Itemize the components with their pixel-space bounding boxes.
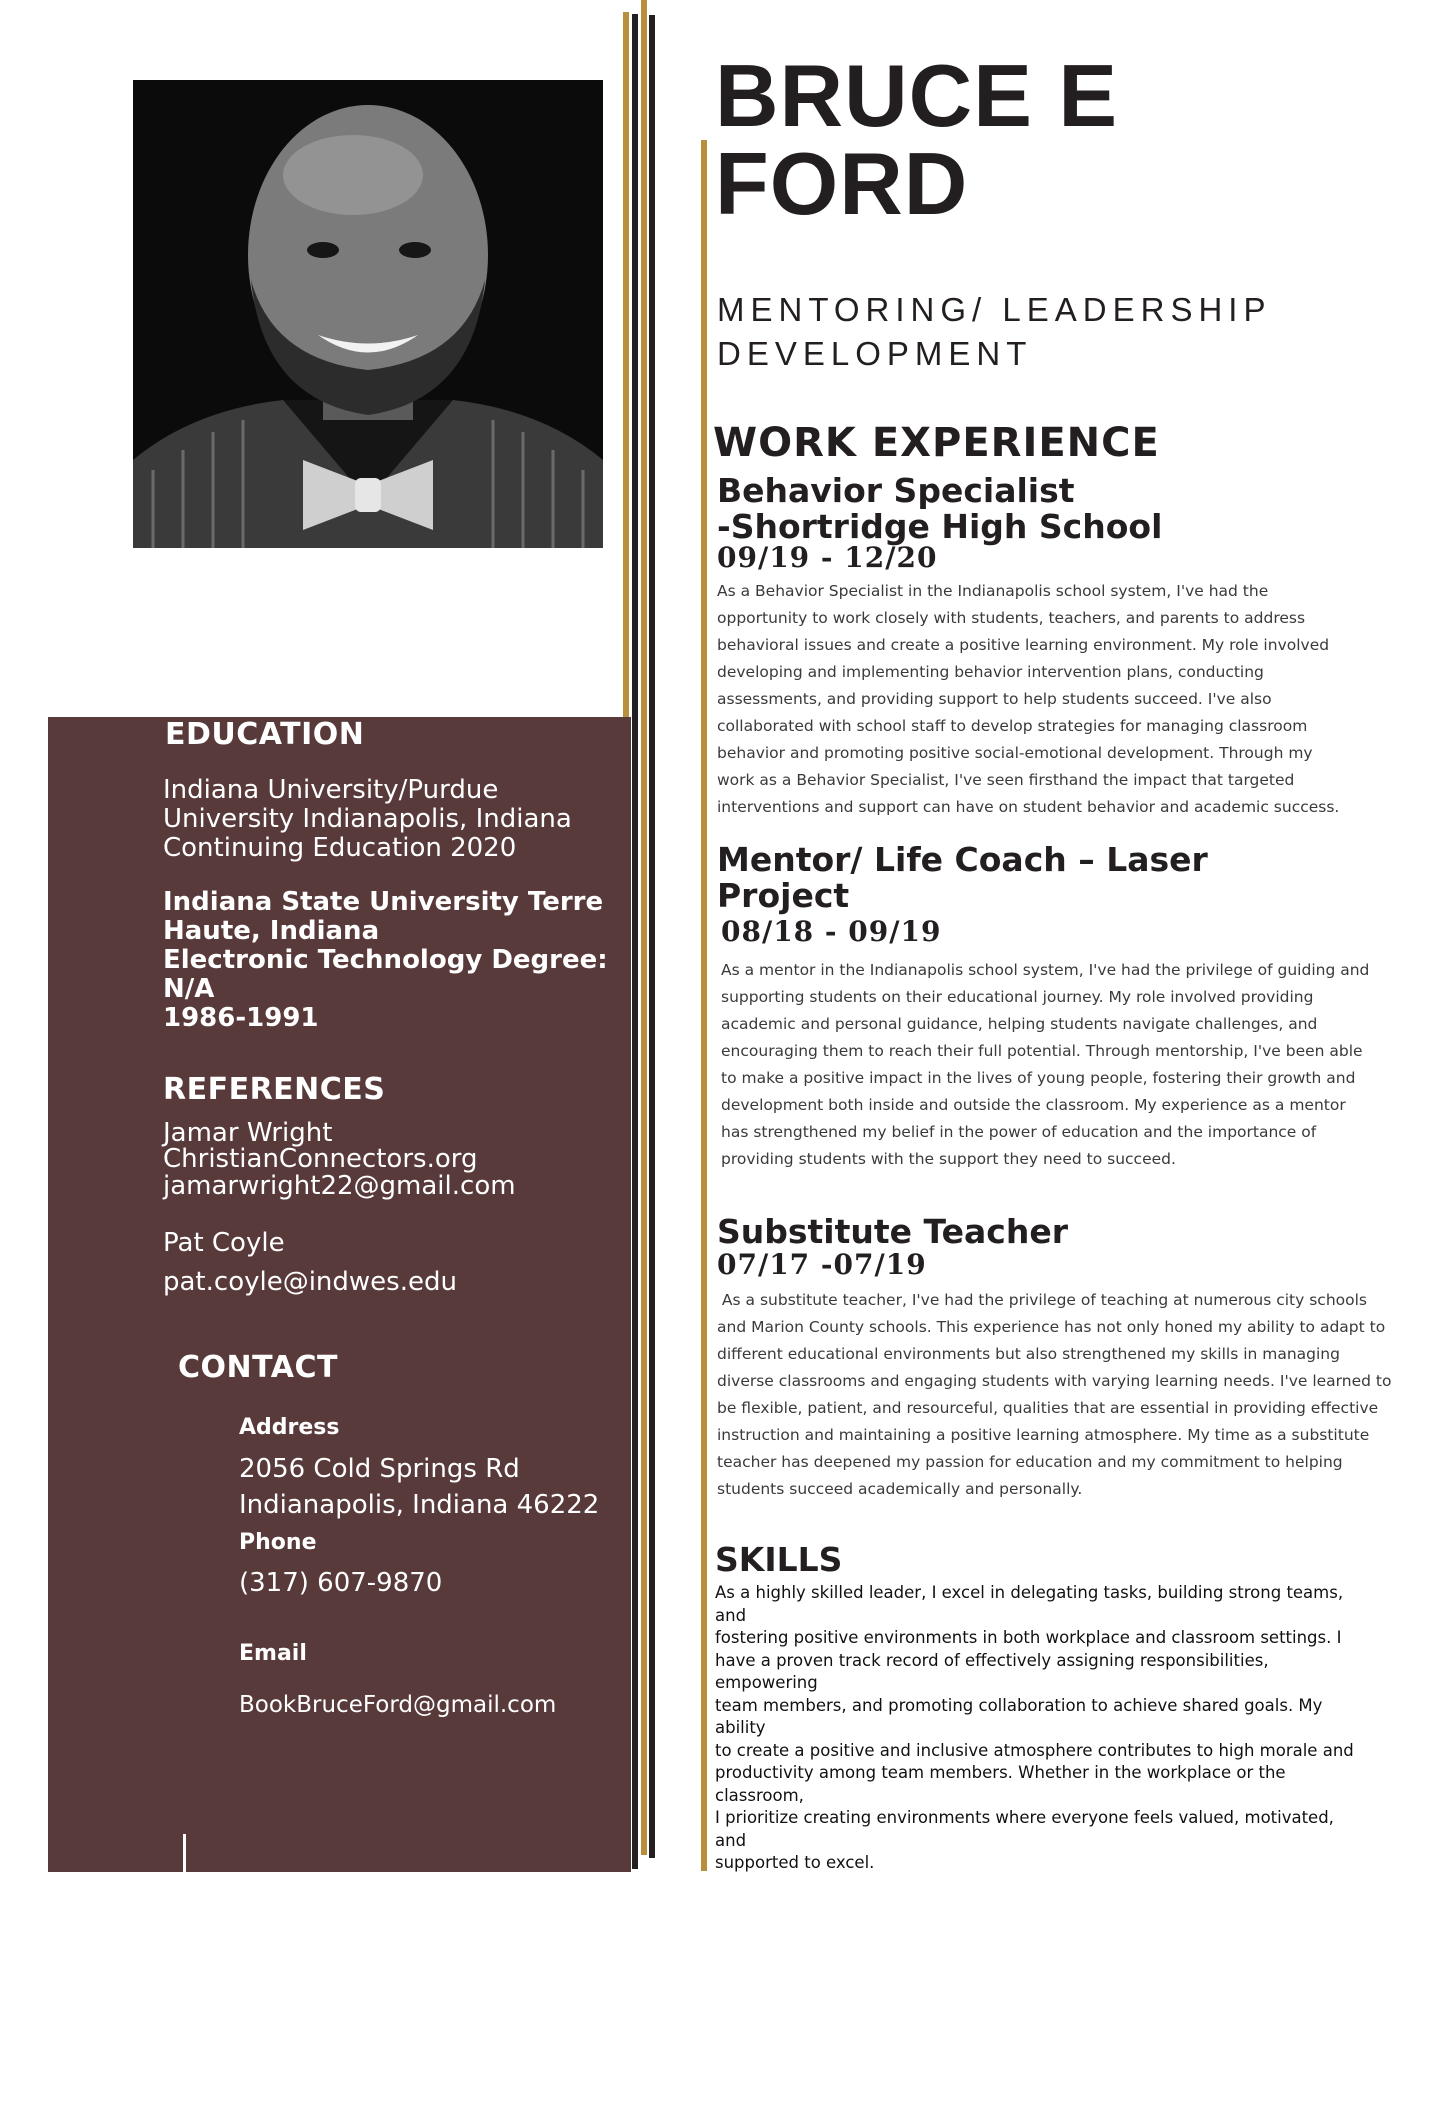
reference-2-name: Pat Coyle	[163, 1228, 285, 1258]
job-2-desc-line-6: development both inside and outside the classroom. My experience as a mentor	[721, 1096, 1346, 1114]
left-panel	[48, 717, 631, 1872]
subtitle-line-2: DEVELOPMENT	[717, 335, 1033, 372]
contact-heading: CONTACT	[178, 1350, 338, 1385]
job-1-desc-line-8: work as a Behavior Specialist, I've seen firsthand the impact that targeted	[717, 771, 1295, 789]
skills-line-5: to create a positive and inclusive atmosphere contributes to high morale and	[715, 1740, 1354, 1760]
phone-value: (317) 607-9870	[239, 1568, 443, 1598]
address-label: Address	[239, 1415, 340, 1440]
job-2-desc-line-7: has strengthened my belief in the power of education and the importance of	[721, 1123, 1317, 1141]
email-label: Email	[239, 1641, 307, 1666]
education-entry-2-line-4: N/A	[163, 974, 215, 1004]
professional-title	[717, 288, 1271, 376]
reference-1-org: ChristianConnectors.org	[163, 1144, 478, 1174]
job-2-dates: 08/18 - 09/19	[721, 915, 942, 948]
job-3-desc-line-1: As a substitute teacher, I've had the privilege of teaching at numerous city schools	[717, 1291, 1368, 1309]
education-entry-2-line-5: 1986-1991	[163, 1003, 319, 1033]
job-1-desc-line-6: collaborated with school staff to develop strategies for managing classroom	[717, 717, 1308, 735]
job-1-desc-line-1: As a Behavior Specialist in the Indianapolis school system, I've had the	[717, 582, 1269, 600]
address-line-2: Indianapolis, Indiana 46222	[239, 1490, 600, 1520]
work-experience-heading: WORK EXPERIENCE	[713, 420, 1160, 466]
job-2-desc-line-4: encouraging them to reach their full potential. Through mentorship, I've been able	[721, 1042, 1363, 1060]
email-value[interactable]: BookBruceFord@gmail.com	[239, 1692, 557, 1718]
education-entry-2-line-2: Haute, Indiana	[163, 916, 380, 946]
job-2-title	[717, 842, 1208, 914]
job-1-desc-line-5: assessments, and providing support to help students succeed. I've also	[717, 690, 1272, 708]
job-1-desc-line-2: opportunity to work closely with students, teachers, and parents to address	[717, 609, 1306, 627]
job-3-desc-line-4: diverse classrooms and engaging students with varying learning needs. I've learned to	[717, 1372, 1392, 1390]
skills-line-8: supported to excel.	[715, 1853, 875, 1872]
job-3-desc-line-2: and Marion County schools. This experience has not only honed my ability to adapt to	[717, 1318, 1386, 1336]
job-2-title-line-2: Project	[717, 876, 850, 915]
job-3-desc-line-5: be flexible, patient, and resourceful, qualities that are essential in providing effective	[717, 1399, 1379, 1417]
skills-line-4: team members, and promoting collaboration to achieve shared goals. My ability	[715, 1695, 1323, 1737]
job-3-desc-line-3: different educational environments but also strengthened my skills in managing	[717, 1345, 1340, 1363]
references-heading: REFERENCES	[163, 1072, 386, 1107]
divider-line-gold-2	[641, 0, 647, 1855]
job-2-desc-line-8: providing students with the support they need to succeed.	[721, 1150, 1176, 1168]
education-entry-1-line-3: Continuing Education 2020	[163, 833, 517, 863]
job-1-desc-line-3: behavioral issues and create a positive learning environment. My role involved	[717, 636, 1330, 654]
divider-line-dark-2	[649, 15, 655, 1858]
job-1-description	[717, 578, 1339, 821]
job-1-desc-line-9: interventions and support can have on student behavior and academic success.	[717, 798, 1340, 816]
divider-line-gold-3	[701, 140, 707, 1871]
education-entry-2-line-3: Electronic Technology Degree:	[163, 945, 608, 975]
education-entry-2-line-1: Indiana State University Terre	[163, 887, 604, 917]
job-3-dates: 07/17 -07/19	[717, 1248, 927, 1281]
phone-label: Phone	[239, 1530, 317, 1555]
job-3-desc-line-6: instruction and maintaining a positive learning atmosphere. My time as a substitute	[717, 1426, 1370, 1444]
skills-line-1: As a highly skilled leader, I excel in delegating tasks, building strong teams, and	[715, 1583, 1344, 1625]
job-2-desc-line-1: As a mentor in the Indianapolis school system, I've had the privilege of guiding and	[721, 961, 1370, 979]
job-1-title	[717, 473, 1162, 545]
name-line-1: BRUCE E	[715, 46, 1119, 145]
job-2-desc-line-3: academic and personal guidance, helping students navigate challenges, and	[721, 1015, 1318, 1033]
skills-line-3: have a proven track record of effectively assigning responsibilities, empowering	[715, 1650, 1269, 1692]
reference-1-name: Jamar Wright	[163, 1118, 333, 1148]
divider-line-dark-1	[632, 14, 638, 1869]
subtitle-line-1: MENTORING/ LEADERSHIP	[717, 291, 1272, 328]
job-3-description	[717, 1287, 1391, 1503]
job-2-desc-line-2: supporting students on their educational journey. My role involved providing	[721, 988, 1314, 1006]
name-heading	[715, 46, 1119, 233]
job-2-title-line-1: Mentor/ Life Coach – Laser	[717, 840, 1208, 879]
reference-2-email: pat.coyle@indwes.edu	[163, 1267, 457, 1297]
job-3-desc-line-7: teacher has deepened my passion for education and my commitment to helping	[717, 1453, 1343, 1471]
profile-photo	[133, 80, 603, 548]
address-line-1: 2056 Cold Springs Rd	[239, 1454, 520, 1484]
job-1-desc-line-7: behavior and promoting positive social-emotional development. Through my	[717, 744, 1313, 762]
job-1-title-line-1: Behavior Specialist	[717, 471, 1075, 510]
education-entry-1-line-2: University Indianapolis, Indiana	[163, 804, 572, 834]
skills-line-6: productivity among team members. Whether in the workplace or the classroom,	[715, 1763, 1286, 1805]
job-1-title-line-2: -Shortridge High School	[717, 507, 1163, 546]
name-line-2: FORD	[715, 134, 969, 233]
reference-1-email: jamarwright22@gmail.com	[163, 1171, 516, 1201]
skills-line-2: fostering positive environments in both workplace and classroom settings. I	[715, 1628, 1342, 1647]
job-1-dates: 09/19 - 12/20	[717, 541, 938, 574]
education-heading: EDUCATION	[165, 717, 365, 752]
job-2-description	[721, 957, 1369, 1173]
job-1-desc-line-4: developing and implementing behavior intervention plans, conducting	[717, 663, 1264, 681]
job-3-title	[717, 1214, 1068, 1250]
skills-heading: SKILLS	[715, 1540, 843, 1579]
education-entry-1-line-1: Indiana University/Purdue	[163, 775, 499, 805]
job-2-desc-line-5: to make a positive impact in the lives of young people, fostering their growth and	[721, 1069, 1356, 1087]
job-3-desc-line-8: students succeed academically and personally.	[717, 1480, 1083, 1498]
skills-description	[715, 1582, 1355, 1875]
skills-line-7: I prioritize creating environments where everyone feels valued, motivated, and	[715, 1808, 1334, 1850]
contact-accent-bar	[183, 1834, 186, 2114]
portrait-illustration	[133, 80, 603, 548]
job-3-title-line-1: Substitute Teacher	[717, 1212, 1069, 1251]
